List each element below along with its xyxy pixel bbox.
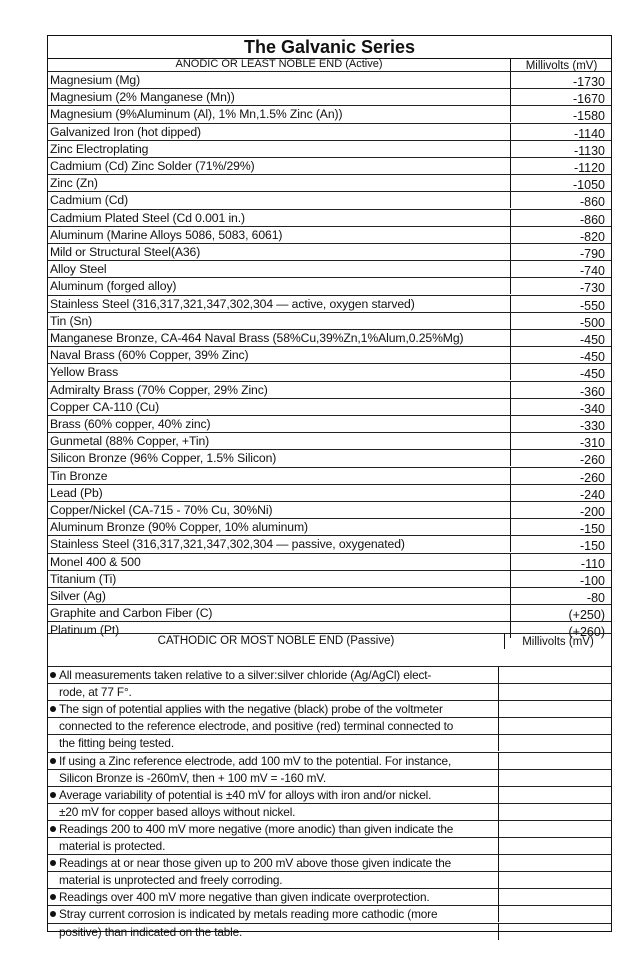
millivolt-value: -330 (510, 416, 609, 432)
millivolt-value: (+260) (510, 622, 609, 638)
note-content: The sign of potential applies with the negative (black) probe of the voltmeter (59, 702, 443, 717)
table-row (48, 295, 611, 312)
table-row (48, 260, 611, 277)
note-line (48, 837, 611, 854)
millivolt-value: -730 (510, 278, 609, 294)
table-row (48, 157, 611, 174)
millivolt-value: -1580 (510, 106, 609, 122)
millivolt-value: -1130 (510, 141, 609, 157)
empty-value-cell (498, 701, 611, 717)
note-text (59, 718, 453, 734)
millivolt-value: -80 (510, 588, 609, 604)
material-name: Magnesium (2% Manganese (Mn)) (50, 90, 235, 105)
cathodic-end-header: CATHODIC OR MOST NOBLE END (Passive) (48, 633, 504, 650)
millivolt-value: -1730 (510, 72, 609, 88)
material-name: Aluminum (Marine Alloys 5086, 5083, 6061) (50, 227, 283, 242)
note-content: Average variability of potential is ±40 mV for alloys with iron and/or nickel. (59, 787, 432, 802)
material-name: Lead (Pb) (50, 485, 103, 500)
note-content: rode, at 77 F°. (59, 685, 132, 700)
millivolt-value: -360 (510, 382, 609, 398)
material-name: Cadmium (Cd) Zinc Solder (71%/29%) (50, 159, 255, 173)
note-line (48, 905, 611, 922)
table-row (48, 553, 611, 570)
millivolts-header-bottom: Millivolts (mV) (504, 633, 611, 649)
material-name: Copper CA-110 (Cu) (50, 399, 160, 414)
note-content: Stray current corrosion is indicated by metals reading more cathodic (more (59, 907, 438, 922)
note-text (59, 770, 326, 786)
note-content: ±20 mV for copper based alloys without nickel. (59, 804, 296, 819)
millivolt-value: -310 (510, 433, 609, 449)
note-content: If using a Zinc reference electrode, add 100 mV to the potential. For instance, (59, 753, 452, 768)
material-name: Silicon Bronze (96% Copper, 1.5% Silicon) (50, 451, 277, 466)
note-text (59, 753, 451, 769)
material-name: Aluminum Bronze (90% Copper, 10% aluminum) (50, 520, 308, 535)
material-name: Cadmium Plated Steel (Cd 0.001 in.) (50, 210, 245, 225)
bullet-icon (50, 792, 56, 798)
millivolt-value: -450 (510, 364, 609, 380)
table-row (48, 346, 611, 363)
note-text (59, 924, 242, 940)
note-text (59, 855, 451, 871)
millivolt-value: -260 (510, 468, 609, 484)
bullet-icon (50, 706, 56, 712)
material-name: Tin Bronze (50, 468, 108, 483)
material-name: Yellow Brass (50, 365, 119, 380)
note-line (48, 871, 611, 888)
table-row (48, 587, 611, 604)
table-row (48, 501, 611, 518)
millivolt-value: -450 (510, 330, 609, 346)
empty-value-cell (498, 855, 611, 871)
material-name: Galvanized Iron (hot dipped) (50, 124, 201, 139)
note-text (59, 838, 165, 854)
table-row (48, 449, 611, 466)
bullet-icon (50, 672, 56, 678)
note-content: material is protected. (59, 839, 166, 853)
table-row (48, 484, 611, 501)
table-title: The Galvanic Series (48, 36, 611, 59)
material-name: Aluminum (forged alloy) (50, 279, 177, 294)
note-text (59, 701, 443, 717)
material-name: Zinc (Zn) (50, 176, 98, 191)
note-content: Readings over 400 mV more negative than given indicate overprotection. (59, 890, 430, 905)
table-row (48, 518, 611, 535)
empty-value-cell (498, 804, 611, 820)
note-line (48, 786, 611, 803)
note-line (48, 923, 611, 940)
bullet-icon (50, 860, 56, 866)
material-name: Magnesium (Mg) (50, 73, 141, 87)
note-content: Silicon Bronze is -260mV, then + 100 mV = -160 mV. (59, 770, 327, 785)
note-line (48, 752, 611, 769)
table-row (48, 88, 611, 105)
table-row (48, 329, 611, 346)
table-row (48, 432, 611, 449)
note-content: the fitting being tested. (59, 736, 174, 751)
note-line (48, 854, 611, 871)
empty-value-cell (498, 906, 611, 922)
millivolt-value: -740 (510, 261, 609, 277)
note-content: Readings at or near those given up to 200 mV above those given indicate the (59, 856, 452, 871)
material-name: Silver (Ag) (50, 589, 106, 603)
table-row (48, 381, 611, 398)
millivolt-value: -500 (510, 313, 609, 329)
table-row (48, 191, 611, 208)
millivolt-value: -240 (510, 485, 609, 501)
table-row (48, 209, 611, 226)
material-name: Manganese Bronze, CA-464 Naval Brass (58%Cu,39%Zn,1%Alum,0.25%Mg) (50, 331, 464, 345)
millivolt-value: -790 (510, 244, 609, 260)
table-row (48, 604, 611, 621)
millivolt-value: -1670 (510, 89, 609, 105)
millivolt-value: -200 (510, 502, 609, 518)
millivolt-value: -1120 (510, 158, 609, 174)
note-text (59, 821, 453, 837)
table-row (48, 467, 611, 484)
note-content: connected to the reference electrode, and positive (red) terminal connected to (59, 719, 454, 734)
material-name: Mild or Structural Steel(A36) (50, 245, 201, 259)
note-content: material is unprotected and freely corroding. (59, 873, 283, 888)
table-row (48, 398, 611, 415)
empty-value-cell (498, 735, 611, 751)
note-text (59, 735, 174, 751)
note-line (48, 683, 611, 700)
millivolt-value: -1140 (510, 124, 609, 140)
material-name: Cadmium (Cd) (50, 193, 129, 208)
empty-value-cell (498, 872, 611, 888)
material-name: Gunmetal (88% Copper, +Tin) (50, 434, 210, 449)
note-line (48, 769, 611, 786)
note-line (48, 803, 611, 820)
material-name: Titanium (Ti) (50, 571, 117, 586)
material-name: Naval Brass (60% Copper, 39% Zinc) (50, 348, 249, 363)
millivolt-value: -860 (510, 210, 609, 226)
note-line (48, 700, 611, 717)
note-content: All measurements taken relative to a silver:silver chloride (Ag/AgCl) elect- (59, 668, 432, 682)
empty-value-cell (498, 787, 611, 803)
millivolt-value: -100 (510, 571, 609, 587)
note-text (59, 684, 132, 700)
material-name: Stainless Steel (316,317,321,347,302,304 — passive, oxygenated) (50, 537, 405, 552)
table-row (48, 312, 611, 329)
note-line (48, 888, 611, 905)
table-row (48, 140, 611, 157)
note-line (48, 666, 611, 683)
millivolt-value: -450 (510, 347, 609, 363)
bullet-icon (50, 894, 56, 900)
empty-value-cell (498, 753, 611, 769)
note-line (48, 717, 611, 734)
millivolt-value: -1050 (510, 175, 609, 191)
note-line (48, 820, 611, 837)
empty-value-cell (498, 770, 611, 786)
material-name: Graphite and Carbon Fiber (C) (50, 606, 213, 621)
material-name: Admiralty Brass (70% Copper, 29% Zinc) (50, 382, 268, 397)
material-name: Magnesium (9%Aluminum (Al), 1% Mn,1.5% Zinc (An)) (50, 107, 343, 122)
note-text (59, 889, 430, 905)
table-row (48, 535, 611, 552)
millivolt-value: -110 (510, 554, 609, 570)
millivolt-value: -550 (510, 296, 609, 312)
millivolt-value: -860 (510, 192, 609, 208)
note-text (59, 906, 437, 922)
table-row (48, 363, 611, 380)
material-name: Copper/Nickel (CA-715 - 70% Cu, 30%Ni) (50, 503, 273, 517)
millivolt-value: -820 (510, 227, 609, 243)
table-row (48, 226, 611, 243)
material-name: Tin (Sn) (50, 313, 93, 328)
note-text (59, 804, 295, 820)
note-content: Readings 200 to 400 mV more negative (more anodic) than given indicate the (59, 821, 454, 836)
bullet-icon (50, 911, 56, 917)
material-name: Alloy Steel (50, 262, 107, 277)
empty-value-cell (498, 684, 611, 700)
note-text (59, 667, 431, 683)
empty-value-cell (498, 838, 611, 854)
note-text (59, 787, 431, 803)
empty-value-cell (498, 667, 611, 683)
material-name: Platinum (Pt) (50, 623, 120, 638)
table-row (48, 415, 611, 432)
anodic-end-header: ANODIC OR LEAST NOBLE END (Active) (175, 58, 383, 70)
empty-value-cell (498, 718, 611, 734)
bullet-icon (50, 826, 56, 832)
table-row (48, 123, 611, 140)
table-row (48, 71, 611, 88)
note-content: positive) than indicated on the table. (59, 924, 243, 939)
millivolt-value: -150 (510, 519, 609, 535)
millivolt-value: -260 (510, 450, 609, 466)
note-text (59, 872, 282, 888)
material-name: Zinc Electroplating (50, 141, 149, 156)
empty-value-cell (498, 821, 611, 837)
table-row (48, 243, 611, 260)
empty-value-cell (498, 924, 611, 940)
table-row (48, 277, 611, 294)
millivolts-header-top: Millivolts (mV) (510, 58, 612, 73)
empty-value-cell (498, 889, 611, 905)
material-name: Stainless Steel (316,317,321,347,302,304 — active, oxygen starved) (50, 296, 415, 311)
material-name: Brass (60% copper, 40% zinc) (50, 417, 211, 431)
millivolt-value: -150 (510, 536, 609, 552)
table-row (48, 174, 611, 191)
material-name: Monel 400 & 500 (50, 554, 141, 569)
table-row (48, 570, 611, 587)
note-line (48, 734, 611, 751)
millivolt-value: (+250) (510, 605, 609, 621)
bullet-icon (50, 758, 56, 764)
millivolt-value: -340 (510, 399, 609, 415)
table-row (48, 105, 611, 122)
galvanic-series-table (47, 35, 612, 939)
